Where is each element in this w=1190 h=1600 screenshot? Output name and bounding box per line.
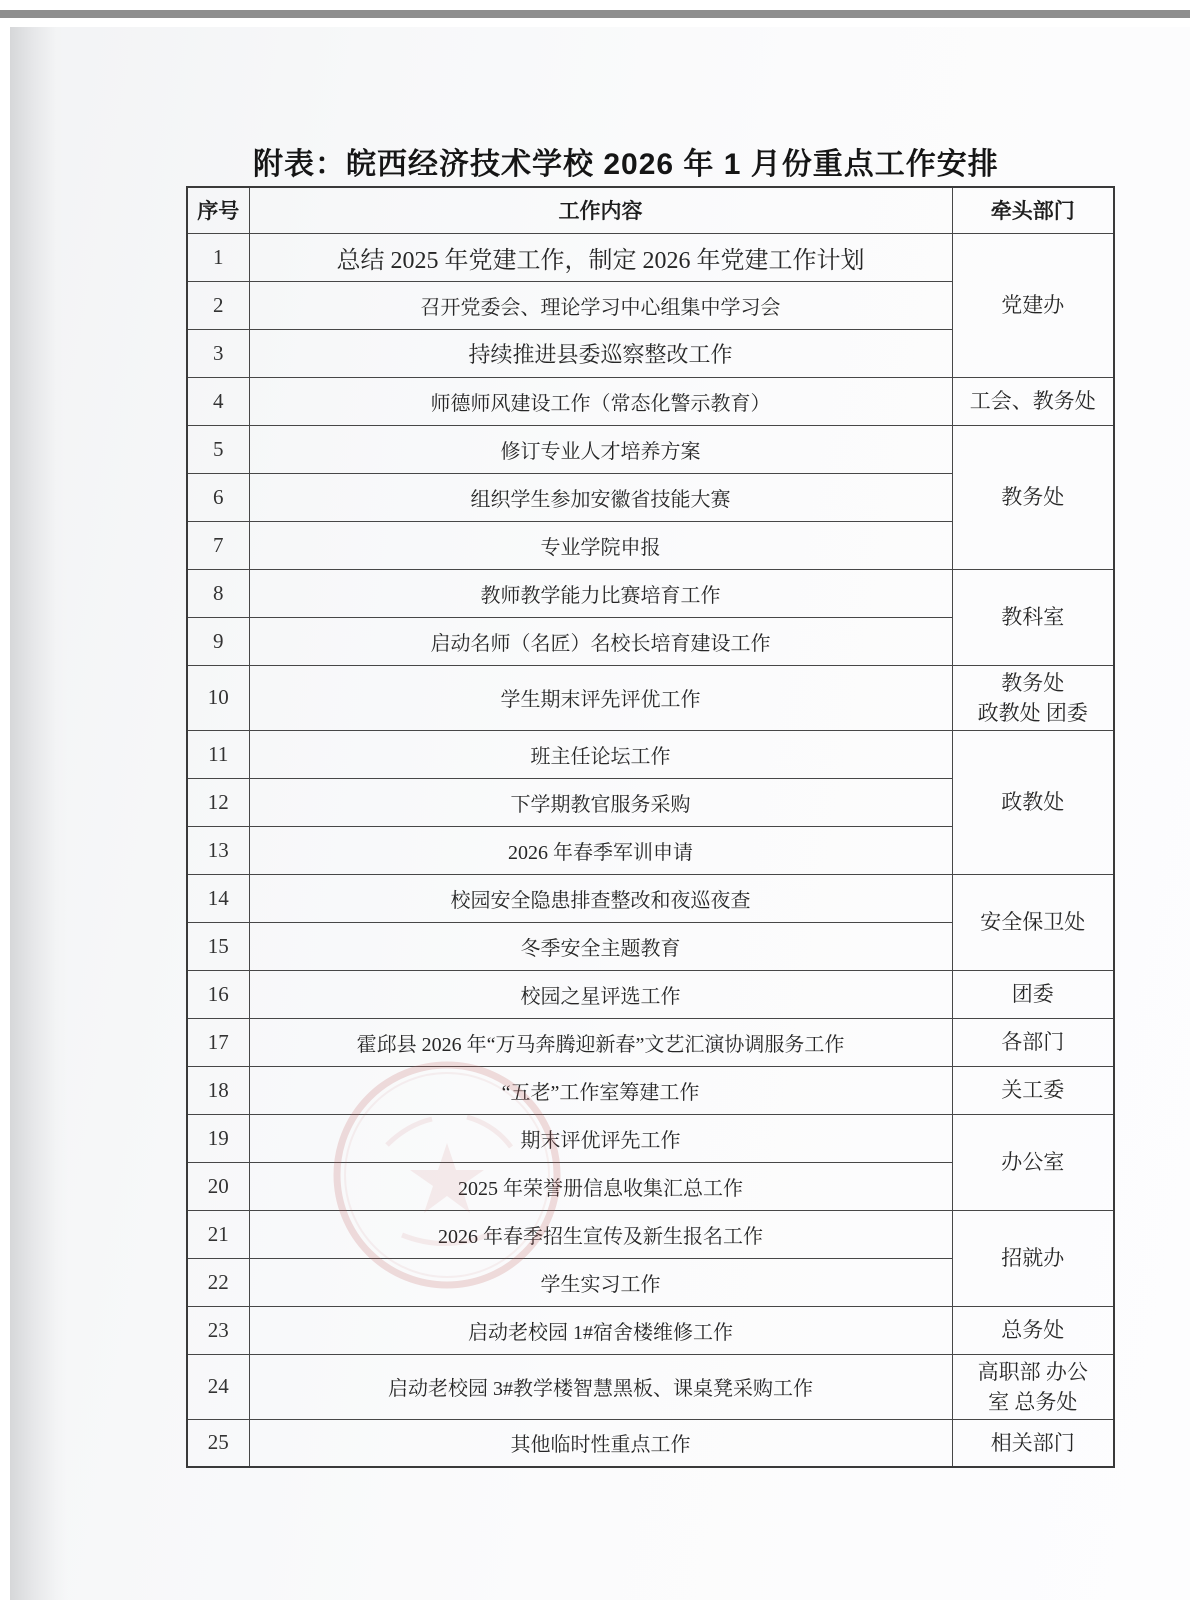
work-content-cell: 其他临时性重点工作 <box>249 1419 952 1467</box>
row-number-cell: 12 <box>187 778 249 826</box>
column-header-content: 工作内容 <box>249 187 952 233</box>
table-row <box>187 1210 1114 1258</box>
row-number-cell: 5 <box>187 425 249 473</box>
row-number-cell: 17 <box>187 1018 249 1066</box>
row-number-cell: 15 <box>187 922 249 970</box>
row-number-cell: 2 <box>187 281 249 329</box>
work-content-cell: 修订专业人才培养方案 <box>249 425 952 473</box>
column-header-no: 序号 <box>187 187 249 233</box>
work-content-cell: 启动老校园 1#宿舍楼维修工作 <box>249 1306 952 1354</box>
work-content-cell: 召开党委会、理论学习中心组集中学习会 <box>249 281 952 329</box>
work-content-cell: 校园之星评选工作 <box>249 970 952 1018</box>
department-cell: 关工委 <box>952 1066 1114 1114</box>
work-content-cell: “五老”工作室筹建工作 <box>249 1066 952 1114</box>
table-row <box>187 1306 1114 1354</box>
table-row <box>187 233 1114 281</box>
department-cell: 总务处 <box>952 1306 1114 1354</box>
department-line: 高职部 办公 <box>977 1359 1088 1384</box>
table-header-row <box>187 187 1114 233</box>
row-number-cell: 3 <box>187 329 249 377</box>
department-cell: 各部门 <box>952 1018 1114 1066</box>
work-content-cell: 期末评优评先工作 <box>249 1114 952 1162</box>
work-content-cell: 学生期末评先评优工作 <box>249 665 952 730</box>
row-number-cell: 18 <box>187 1066 249 1114</box>
table-row <box>187 1018 1114 1066</box>
row-number-cell: 11 <box>187 730 249 778</box>
department-cell: 工会、教务处 <box>952 377 1114 425</box>
work-content-cell: 2025 年荣誉册信息收集汇总工作 <box>249 1162 952 1210</box>
table-row <box>187 1066 1114 1114</box>
work-content-cell: 班主任论坛工作 <box>249 730 952 778</box>
row-number-cell: 1 <box>187 233 249 281</box>
department-line: 教务处 <box>1001 670 1065 695</box>
work-schedule-table <box>186 186 1115 1468</box>
column-header-department: 牵头部门 <box>952 187 1114 233</box>
work-content-cell: 组织学生参加安徽省技能大赛 <box>249 473 952 521</box>
work-content-cell: 校园安全隐患排查整改和夜巡夜查 <box>249 874 952 922</box>
row-number-cell: 24 <box>187 1354 249 1419</box>
work-content-cell: 2026 年春季招生宣传及新生报名工作 <box>249 1210 952 1258</box>
department-cell: 办公室 <box>952 1114 1114 1210</box>
work-content-cell: 专业学院申报 <box>249 521 952 569</box>
document-page <box>10 27 1190 1600</box>
table-row <box>187 1354 1114 1419</box>
row-number-cell: 6 <box>187 473 249 521</box>
department-cell <box>952 1354 1114 1419</box>
department-cell: 相关部门 <box>952 1419 1114 1467</box>
row-number-cell: 7 <box>187 521 249 569</box>
department-cell: 安全保卫处 <box>952 874 1114 970</box>
row-number-cell: 10 <box>187 665 249 730</box>
department-cell <box>952 665 1114 730</box>
page-edge-shadow <box>10 27 68 1600</box>
table-row <box>187 425 1114 473</box>
table-row <box>187 377 1114 425</box>
document-title: 附表：皖西经济技术学校 2026 年 1 月份重点工作安排 <box>253 148 999 181</box>
table-row <box>187 665 1114 730</box>
row-number-cell: 14 <box>187 874 249 922</box>
scan-edge-bar <box>0 10 1190 18</box>
department-cell: 招就办 <box>952 1210 1114 1306</box>
department-line: 政教处 团委 <box>977 700 1088 725</box>
work-content-cell: 总结 2025 年党建工作，制定 2026 年党建工作计划 <box>249 233 952 281</box>
row-number-cell: 16 <box>187 970 249 1018</box>
work-content-cell: 启动老校园 3#教学楼智慧黑板、课桌凳采购工作 <box>249 1354 952 1419</box>
row-number-cell: 8 <box>187 569 249 617</box>
work-content-cell: 持续推进县委巡察整改工作 <box>249 329 952 377</box>
work-content-cell: 霍邱县 2026 年“万马奔腾迎新春”文艺汇演协调服务工作 <box>249 1018 952 1066</box>
row-number-cell: 19 <box>187 1114 249 1162</box>
row-number-cell: 21 <box>187 1210 249 1258</box>
work-content-cell: 2026 年春季军训申请 <box>249 826 952 874</box>
row-number-cell: 20 <box>187 1162 249 1210</box>
department-cell: 教务处 <box>952 425 1114 569</box>
work-content-cell: 下学期教官服务采购 <box>249 778 952 826</box>
table-row <box>187 970 1114 1018</box>
table-row <box>187 569 1114 617</box>
department-line: 室 总务处 <box>988 1389 1078 1414</box>
work-content-cell: 启动名师（名匠）名校长培育建设工作 <box>249 617 952 665</box>
department-cell: 教科室 <box>952 569 1114 665</box>
row-number-cell: 22 <box>187 1258 249 1306</box>
department-cell: 团委 <box>952 970 1114 1018</box>
department-cell: 政教处 <box>952 730 1114 874</box>
table-row <box>187 1419 1114 1467</box>
work-content-cell: 教师教学能力比赛培育工作 <box>249 569 952 617</box>
row-number-cell: 23 <box>187 1306 249 1354</box>
table-row <box>187 730 1114 778</box>
department-cell: 党建办 <box>952 233 1114 377</box>
work-content-cell: 冬季安全主题教育 <box>249 922 952 970</box>
work-content-cell: 师德师风建设工作（常态化警示教育） <box>249 377 952 425</box>
table-row <box>187 874 1114 922</box>
row-number-cell: 4 <box>187 377 249 425</box>
table-row <box>187 1114 1114 1162</box>
row-number-cell: 25 <box>187 1419 249 1467</box>
row-number-cell: 9 <box>187 617 249 665</box>
work-content-cell: 学生实习工作 <box>249 1258 952 1306</box>
row-number-cell: 13 <box>187 826 249 874</box>
